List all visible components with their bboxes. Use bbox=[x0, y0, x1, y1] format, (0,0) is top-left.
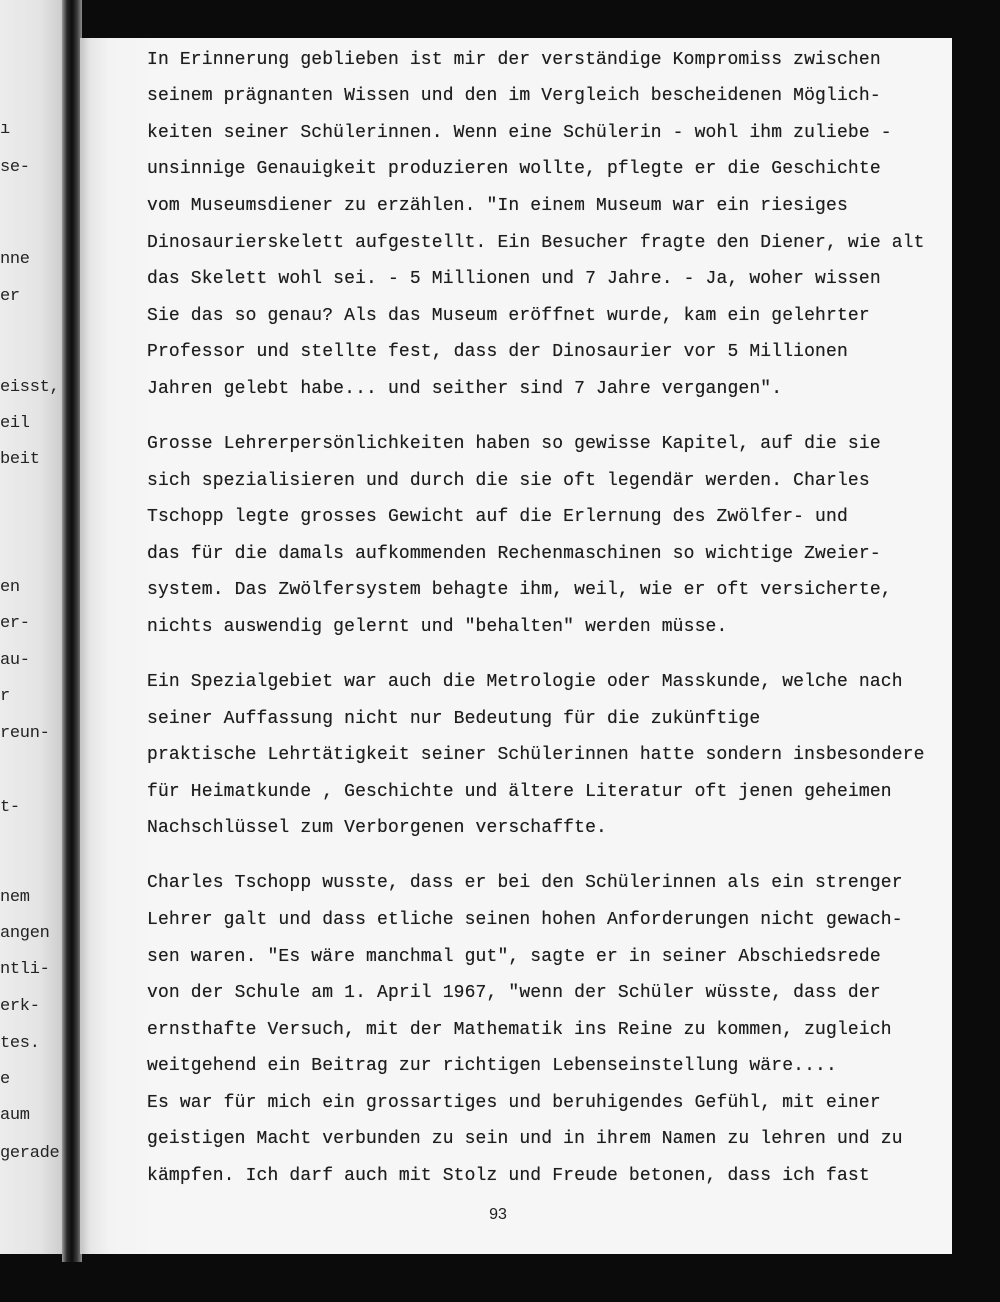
text-line: weitgehend ein Beitrag zur richtigen Lebenseinstellung wäre.... bbox=[147, 1056, 837, 1077]
text-line: das Skelett wohl sei. - 5 Millionen und 7 Jahre. - Ja, woher wissen bbox=[147, 269, 881, 290]
left-page-fragment: erk- bbox=[0, 997, 40, 1016]
text-line: nichts auswendig gelernt und "behalten" werden müsse. bbox=[147, 616, 728, 637]
left-page-fragment: eil bbox=[0, 414, 30, 433]
left-page-fragment: ntli- bbox=[0, 960, 50, 979]
text-line: Tschopp legte grosses Gewicht auf die Erlernung des Zwölfer- und bbox=[147, 507, 848, 528]
text-line: Dinosaurierskelett aufgestellt. Ein Besucher fragte den Diener, wie alt bbox=[147, 232, 925, 253]
left-page-fragment: gerade bbox=[0, 1144, 60, 1163]
left-page-fragment: beit bbox=[0, 450, 40, 469]
text-line: unsinnige Genauigkeit produzieren wollte, pflegte er die Geschichte bbox=[147, 159, 881, 180]
paragraph-metrology bbox=[147, 664, 947, 847]
text-line: sen waren. "Es wäre manchmal gut", sagte er in seiner Abschiedsrede bbox=[147, 946, 881, 967]
text-line: Professor und stellte fest, dass der Dinosaurier vor 5 Millionen bbox=[147, 342, 848, 363]
left-page-fragment: se- bbox=[0, 158, 30, 177]
left-page-fragment: e bbox=[0, 1070, 10, 1089]
left-page-fragment: eisst, bbox=[0, 378, 60, 397]
left-page-fragment: er bbox=[0, 287, 20, 306]
left-page-fragment: r bbox=[0, 687, 10, 706]
left-page-fragment: nne bbox=[0, 250, 30, 269]
text-line: praktische Lehrtätigkeit seiner Schülerinnen hatte sondern insbesondere bbox=[147, 745, 925, 766]
paragraph-number-systems bbox=[147, 426, 947, 646]
left-page-fragment: ı bbox=[0, 120, 10, 139]
text-line: In Erinnerung geblieben ist mir der verständige Kompromiss zwischen bbox=[147, 49, 881, 70]
page-number: 93 bbox=[489, 1206, 507, 1223]
text-line: für Heimatkunde , Geschichte und ältere Literatur oft jenen geheimen bbox=[147, 781, 892, 802]
text-line: sich spezialisieren und durch die sie oft legendär werden. Charles bbox=[147, 470, 870, 491]
text-line: Lehrer galt und dass etliche seinen hohen Anforderungen nicht gewach- bbox=[147, 909, 903, 930]
text-line: Ein Spezialgebiet war auch die Metrologie oder Masskunde, welche nach bbox=[147, 671, 903, 692]
text-line: von der Schule am 1. April 1967, "wenn der Schüler wüsste, dass der bbox=[147, 983, 881, 1004]
text-line: seiner Auffassung nicht nur Bedeutung für die zukünftige bbox=[147, 708, 761, 729]
paragraph-farewell-speech bbox=[147, 865, 947, 1194]
paragraph-museum-anecdote bbox=[147, 42, 947, 408]
text-line: geistigen Macht verbunden zu sein und in ihrem Namen zu lehren und zu bbox=[147, 1129, 903, 1150]
left-page-fragment: nem bbox=[0, 888, 30, 907]
page-body bbox=[147, 42, 947, 1195]
text-line: vom Museumsdiener zu erzählen. "In einem Museum war ein riesiges bbox=[147, 196, 848, 217]
text-line: Nachschlüssel zum Verborgenen verschaffte. bbox=[147, 818, 607, 839]
left-page-fragment: aum bbox=[0, 1106, 30, 1125]
text-line: seinem prägnanten Wissen und den im Vergleich bescheidenen Möglich- bbox=[147, 86, 881, 107]
text-line: Es war für mich ein grossartiges und beruhigendes Gefühl, mit einer bbox=[147, 1092, 881, 1113]
text-line: Sie das so genau? Als das Museum eröffnet wurde, kam ein gelehrter bbox=[147, 305, 870, 326]
right-page bbox=[80, 38, 952, 1254]
left-page-fragment: reun- bbox=[0, 724, 50, 743]
text-line: ernsthafte Versuch, mit der Mathematik ins Reine zu kommen, zugleich bbox=[147, 1019, 892, 1040]
left-page-fragment: tes. bbox=[0, 1034, 40, 1053]
left-page-fragment: er- bbox=[0, 614, 30, 633]
text-line: Grosse Lehrerpersönlichkeiten haben so gewisse Kapitel, auf die sie bbox=[147, 434, 881, 455]
left-page-fragment: au- bbox=[0, 651, 30, 670]
left-page-fragment: angen bbox=[0, 924, 50, 943]
left-page-fragment: t- bbox=[0, 798, 20, 817]
text-line: das für die damals aufkommenden Rechenmaschinen so wichtige Zweier- bbox=[147, 543, 881, 564]
text-line: system. Das Zwölfersystem behagte ihm, weil, wie er oft versicherte, bbox=[147, 580, 892, 601]
text-line: kämpfen. Ich darf auch mit Stolz und Freude betonen, dass ich fast bbox=[147, 1166, 870, 1187]
text-line: Charles Tschopp wusste, dass er bei den Schülerinnen als ein strenger bbox=[147, 873, 903, 894]
left-page bbox=[0, 0, 66, 1254]
text-line: Jahren gelebt habe... und seither sind 7 Jahre vergangen". bbox=[147, 379, 783, 400]
text-line: keiten seiner Schülerinnen. Wenn eine Schülerin - wohl ihm zuliebe - bbox=[147, 122, 892, 143]
book-gutter bbox=[62, 0, 82, 1262]
left-page-fragment: en bbox=[0, 578, 20, 597]
